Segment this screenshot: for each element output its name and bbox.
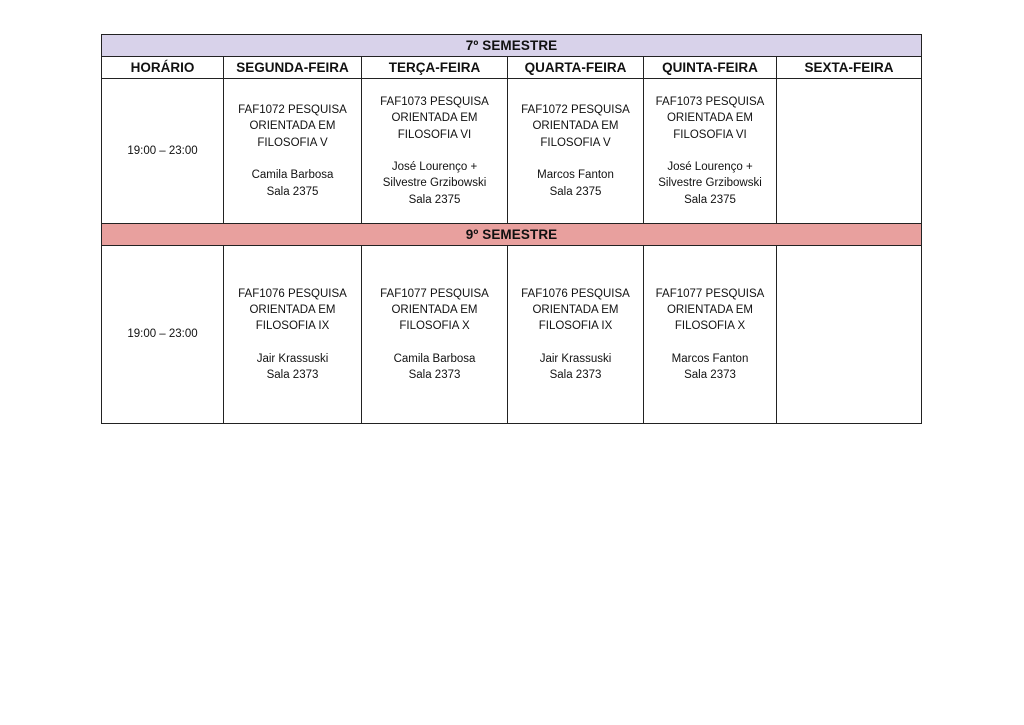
course-line: FAF1072 PESQUISA (521, 104, 630, 117)
course-line: FILOSOFIA IX (538, 320, 613, 333)
schedule-table (101, 34, 922, 424)
teacher-room-line: Camila Barbosa (393, 352, 476, 365)
column-header-segunda: SEGUNDA-FEIRA (224, 57, 362, 79)
course-line: FILOSOFIA X (674, 320, 746, 333)
teacher-room-line: Marcos Fanton (671, 352, 749, 365)
course-line: ORIENTADA EM (249, 303, 336, 316)
class-cell (644, 79, 777, 224)
teacher-room-line: José Lourenço + (391, 161, 478, 174)
course-line: FILOSOFIA IX (255, 320, 330, 333)
course-line: FAF1077 PESQUISA (655, 287, 765, 300)
course-line: ORIENTADA EM (532, 303, 619, 316)
course-line: FILOSOFIA X (399, 320, 470, 333)
course-line: FAF1077 PESQUISA (380, 287, 489, 300)
teacher-room-line: Sala 2373 (684, 369, 736, 382)
column-header-terca: TERÇA-FEIRA (362, 57, 508, 79)
teacher-room-line: José Lourenço + (667, 161, 753, 174)
teacher-room-line: Marcos Fanton (537, 169, 614, 182)
class-cell (644, 246, 777, 424)
teacher-room-line: Sala 2375 (684, 193, 736, 206)
course-line: ORIENTADA EM (391, 303, 478, 316)
course-line: ORIENTADA EM (666, 303, 754, 316)
semester-title: 9º SEMESTRE (102, 224, 922, 246)
column-header-row (102, 57, 922, 79)
teacher-room-line: Sala 2375 (408, 193, 461, 206)
course-line: FAF1072 PESQUISA (238, 104, 347, 117)
teacher-room-line: Jair Krassuski (539, 352, 612, 365)
line-gap (508, 335, 643, 351)
course-line: FILOSOFIA VI (397, 128, 472, 141)
course-line: FILOSOFIA V (257, 136, 328, 149)
class-cell (777, 79, 922, 224)
teacher-room-line: Silvestre Grzibowski (382, 177, 487, 190)
course-line: FILOSOFIA V (540, 136, 611, 149)
schedule-row (102, 246, 922, 424)
class-cell (777, 246, 922, 424)
teacher-room-line: Sala 2375 (549, 185, 602, 198)
semester-title: 7º SEMESTRE (102, 35, 922, 57)
semester-header-row (102, 224, 922, 246)
course-line: FAF1073 PESQUISA (380, 95, 489, 108)
teacher-room-line: Silvestre Grzibowski (658, 177, 762, 190)
teacher-room-line: Camila Barbosa (251, 169, 334, 182)
line-gap (508, 151, 643, 167)
teacher-room-line: Sala 2375 (266, 185, 319, 198)
schedule-row (102, 79, 922, 224)
course-line: ORIENTADA EM (666, 112, 754, 125)
class-cell (224, 246, 362, 424)
teacher-room-line: Sala 2373 (549, 369, 602, 382)
time-cell: 19:00 – 23:00 (102, 246, 224, 424)
course-line: ORIENTADA EM (532, 120, 619, 133)
class-cell (508, 79, 644, 224)
course-line: FAF1076 PESQUISA (238, 287, 347, 300)
line-gap (362, 143, 507, 159)
course-line: FAF1076 PESQUISA (521, 287, 630, 300)
course-line: FAF1073 PESQUISA (655, 95, 765, 108)
column-header-quarta: QUARTA-FEIRA (508, 57, 644, 79)
teacher-room-line: Sala 2373 (266, 369, 319, 382)
line-gap (224, 335, 361, 351)
line-gap (362, 335, 507, 351)
class-cell (508, 246, 644, 424)
class-cell (362, 79, 508, 224)
course-line: ORIENTADA EM (249, 120, 336, 133)
course-line: ORIENTADA EM (391, 112, 478, 125)
teacher-room-line: Sala 2373 (408, 369, 461, 382)
semester-header-row (102, 35, 922, 57)
column-header-sexta: SEXTA-FEIRA (777, 57, 922, 79)
column-header-horario: HORÁRIO (102, 57, 224, 79)
course-line: FILOSOFIA VI (673, 128, 747, 141)
column-header-quinta: QUINTA-FEIRA (644, 57, 777, 79)
line-gap (644, 143, 776, 159)
teacher-room-line: Jair Krassuski (256, 352, 329, 365)
line-gap (644, 335, 776, 351)
line-gap (224, 151, 361, 167)
class-cell (224, 79, 362, 224)
time-cell: 19:00 – 23:00 (102, 79, 224, 224)
class-cell (362, 246, 508, 424)
